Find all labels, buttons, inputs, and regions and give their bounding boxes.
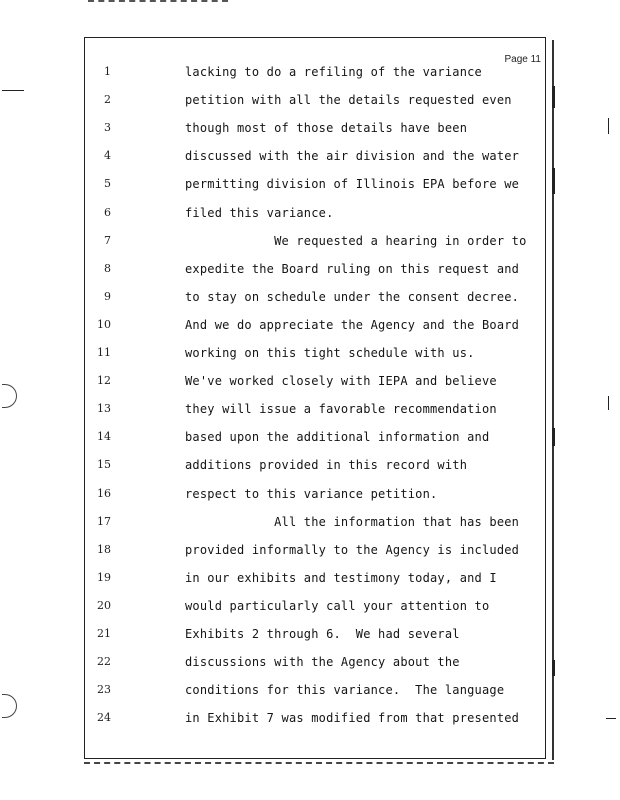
line-text: working on this tight schedule with us. [185, 346, 475, 360]
line-text: in Exhibit 7 was modified from that presented [185, 711, 520, 726]
line-number: 5 [104, 177, 111, 191]
transcript-line [85, 652, 543, 672]
transcript-line [85, 708, 543, 728]
bottom-scan-rule [84, 762, 554, 764]
transcript-line [85, 62, 543, 82]
line-number: 12 [97, 374, 111, 388]
line-number: 19 [97, 570, 111, 584]
line-text: We requested a hearing in order to [185, 233, 527, 248]
line-number: 11 [97, 346, 111, 359]
line-text: expedite the Board ruling on this request and [185, 261, 520, 276]
scan-artifact [552, 168, 555, 194]
line-number: 8 [104, 261, 111, 275]
line-text: conditions for this variance. The language [185, 683, 505, 698]
line-number: 18 [97, 542, 111, 556]
line-text: lacking to do a refiling of the variance [185, 65, 482, 79]
line-text: additions provided in this record with [185, 458, 468, 473]
transcript-line [85, 512, 543, 532]
transcript-page [84, 37, 546, 759]
line-number: 17 [97, 514, 111, 528]
transcript-line [85, 371, 543, 391]
line-number: 21 [97, 627, 111, 640]
line-number: 23 [97, 683, 111, 697]
transcript-line [85, 596, 543, 616]
scan-artifact [608, 396, 609, 410]
right-border-bar [552, 40, 554, 760]
line-text: respect to this variance petition. [185, 486, 438, 501]
line-text: to stay on schedule under the consent decree. [185, 289, 520, 304]
scan-artifact [552, 428, 555, 446]
transcript-line [85, 568, 543, 588]
transcript-line [85, 259, 543, 279]
line-text: though most of those details have been [185, 121, 468, 136]
line-text: in our exhibits and testimony today, and I [185, 570, 497, 585]
line-text: petition with all the details requested even [185, 93, 512, 108]
line-number: 22 [97, 655, 111, 669]
transcript-line [85, 427, 543, 447]
scan-artifact [552, 86, 555, 108]
line-text: permitting division of Illinois EPA before we [185, 177, 520, 192]
transcript-line [85, 287, 543, 307]
line-text: discussed with the air division and the water [185, 149, 520, 164]
line-text: Exhibits 2 through 6. We had several [185, 627, 460, 641]
transcript-line [85, 118, 543, 138]
transcript-line [85, 315, 543, 335]
transcript-line [85, 455, 543, 475]
line-text: filed this variance. [185, 205, 334, 220]
punch-hole-upper [2, 384, 17, 408]
line-text: based upon the additional information and [185, 430, 490, 445]
transcript-line [85, 680, 543, 700]
transcript-line [85, 343, 543, 363]
line-text: they will issue a favorable recommendation [185, 402, 497, 417]
line-number: 16 [97, 486, 111, 500]
line-number: 7 [104, 233, 111, 247]
transcript-line [85, 399, 543, 419]
transcript-line [85, 174, 543, 194]
transcript-line [85, 90, 543, 110]
line-text: would particularly call your attention to [185, 598, 490, 613]
line-number: 6 [104, 205, 111, 219]
scan-artifact [552, 660, 555, 676]
line-text: All the information that has been [185, 514, 520, 529]
line-text: provided informally to the Agency is included [185, 542, 520, 557]
transcript-line [85, 146, 543, 166]
line-number: 1 [104, 65, 111, 78]
line-number: 4 [104, 149, 111, 163]
transcript-line [85, 624, 543, 644]
line-number: 24 [97, 711, 111, 725]
line-text: And we do appreciate the Agency and the Board [185, 317, 520, 332]
line-text: discussions with the Agency about the [185, 655, 460, 670]
transcript-line [85, 484, 543, 504]
page-number: Page 11 [504, 54, 541, 65]
line-number: 9 [104, 289, 111, 303]
transcript-line [85, 540, 543, 560]
line-number: 14 [97, 430, 111, 444]
transcript-line [85, 231, 543, 251]
line-number: 20 [97, 598, 111, 612]
transcript-line [85, 203, 543, 223]
scan-artifact [608, 118, 609, 134]
line-number: 13 [97, 402, 111, 416]
margin-mark [2, 90, 24, 91]
line-number: 2 [104, 93, 111, 107]
scan-artifact [606, 718, 616, 719]
line-text: We've worked closely with IEPA and believe [185, 374, 497, 389]
line-number: 10 [97, 317, 111, 331]
top-scan-rule [88, 0, 228, 4]
line-number: 3 [104, 121, 111, 135]
punch-hole-lower [2, 694, 17, 718]
line-number: 15 [97, 458, 111, 472]
